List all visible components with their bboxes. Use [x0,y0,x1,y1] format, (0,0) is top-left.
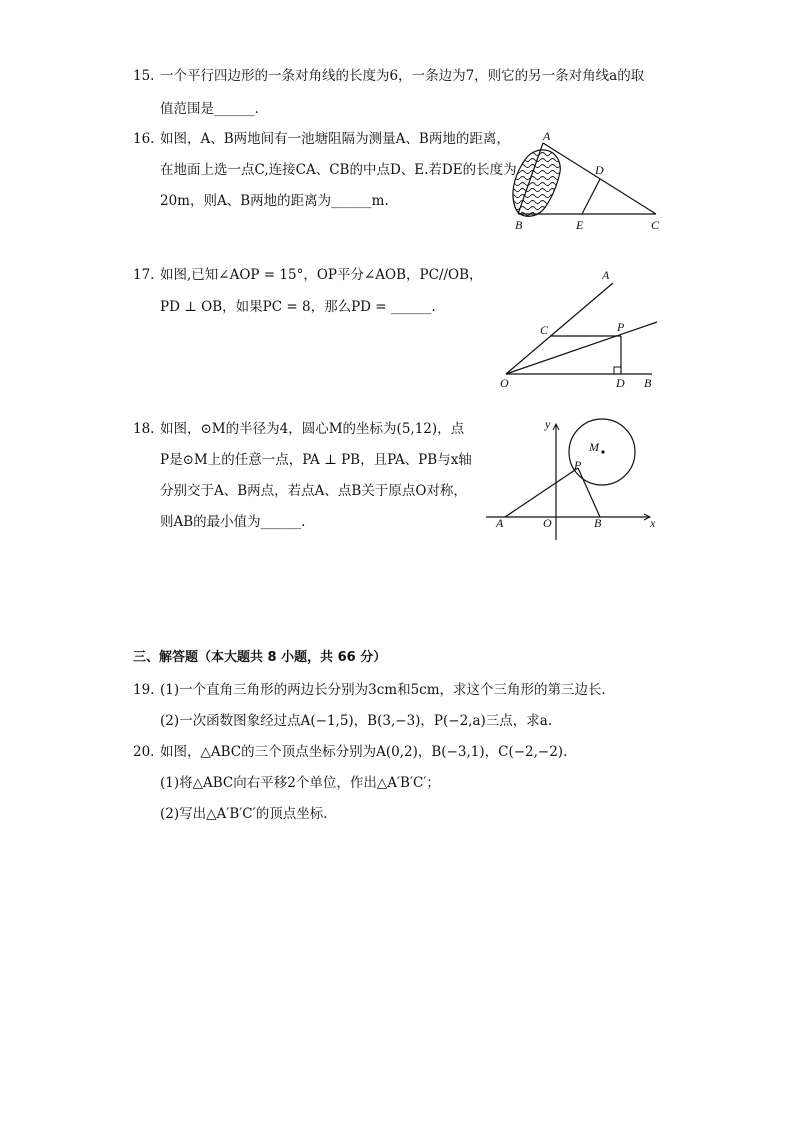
question-19-text-line2: (2)一次函数图象经过点A(−1,5)，B(3,−3)，P(−2,a)三点，求a. [160,713,553,729]
label-O: O [500,376,509,390]
question-16-text-line1: 如图，A、B两地间有一池塘阻隔为测量A、B两地的距离， [160,131,510,147]
question-16-text-line3: 20m，则A、B两地的距离为______m. [160,193,389,209]
label-B: B [594,516,602,530]
question-17-number: 17. [133,267,155,283]
label-M: M [589,440,599,454]
label-y: y [545,417,551,431]
question-17-text-line1: 如图,已知∠AOP = 15°，OP平分∠AOB，PC//OB， [160,267,483,283]
label-A: A [602,268,610,282]
question-20-text-line1: 如图，△ABC的三个顶点坐标分别为A(0,2)，B(−3,1)，C(−2,−2). [160,744,568,760]
section-3-heading: 三、解答题（本大题共 8 小题，共 66 分） [133,650,387,665]
question-15-text-line2: 值范围是______. [160,101,259,117]
label-P: P [574,458,582,472]
label-O: O [543,516,552,530]
question-19-text-line1: (1)一个直角三角形的两边长分别为3cm和5cm，求这个三角形的第三边长． [160,682,616,698]
label-A: A [543,129,551,143]
question-16-number: 16. [133,131,155,147]
label-B: B [515,218,523,232]
label-x: x [650,516,656,530]
segment-PB [578,468,600,517]
question-18-text-line4: 则AB的最小值为______. [160,514,306,530]
label-C: C [651,218,660,232]
label-E: E [576,218,584,232]
question-17-text-line2: PD ⊥ OB，如果PC = 8，那么PD = ______. [160,299,436,315]
question-20-text-line2: (1)将△ABC向右平移2个单位，作出△A′B′C′； [160,775,440,791]
question-18-text-line2: P是⊙M上的任意一点，PA ⊥ PB，且PA、PB与x轴 [160,452,472,468]
question-19-number: 19. [133,682,155,698]
question-15-number: 15. [133,68,155,84]
question-20-text-line3: (2)写出△A′B′C′的顶点坐标. [160,806,328,822]
label-C: C [540,323,549,337]
label-D: D [616,376,625,390]
question-18-text-line1: 如图，⊙M的半径为4，圆心M的坐标为(5,12)，点 [160,421,465,437]
question-15-text-line1: 一个平行四边形的一条对角线的长度为6，一条边为7，则它的另一条对角线a的取 [160,68,645,84]
center-M [601,450,604,453]
label-D: D [595,163,604,177]
question-18-number: 18. [133,421,155,437]
segment-PA [505,468,578,517]
question-18-text-line3: 分别交于A、B两点，若点A、点B关于原点O对称， [160,483,467,499]
label-P: P [617,320,625,334]
label-B: B [644,376,652,390]
label-A: A [496,516,504,530]
question-20-number: 20. [133,744,155,760]
question-16-text-line2: 在地面上选一点C,连接CA、CB的中点D、E.若DE的长度为 [160,162,517,178]
